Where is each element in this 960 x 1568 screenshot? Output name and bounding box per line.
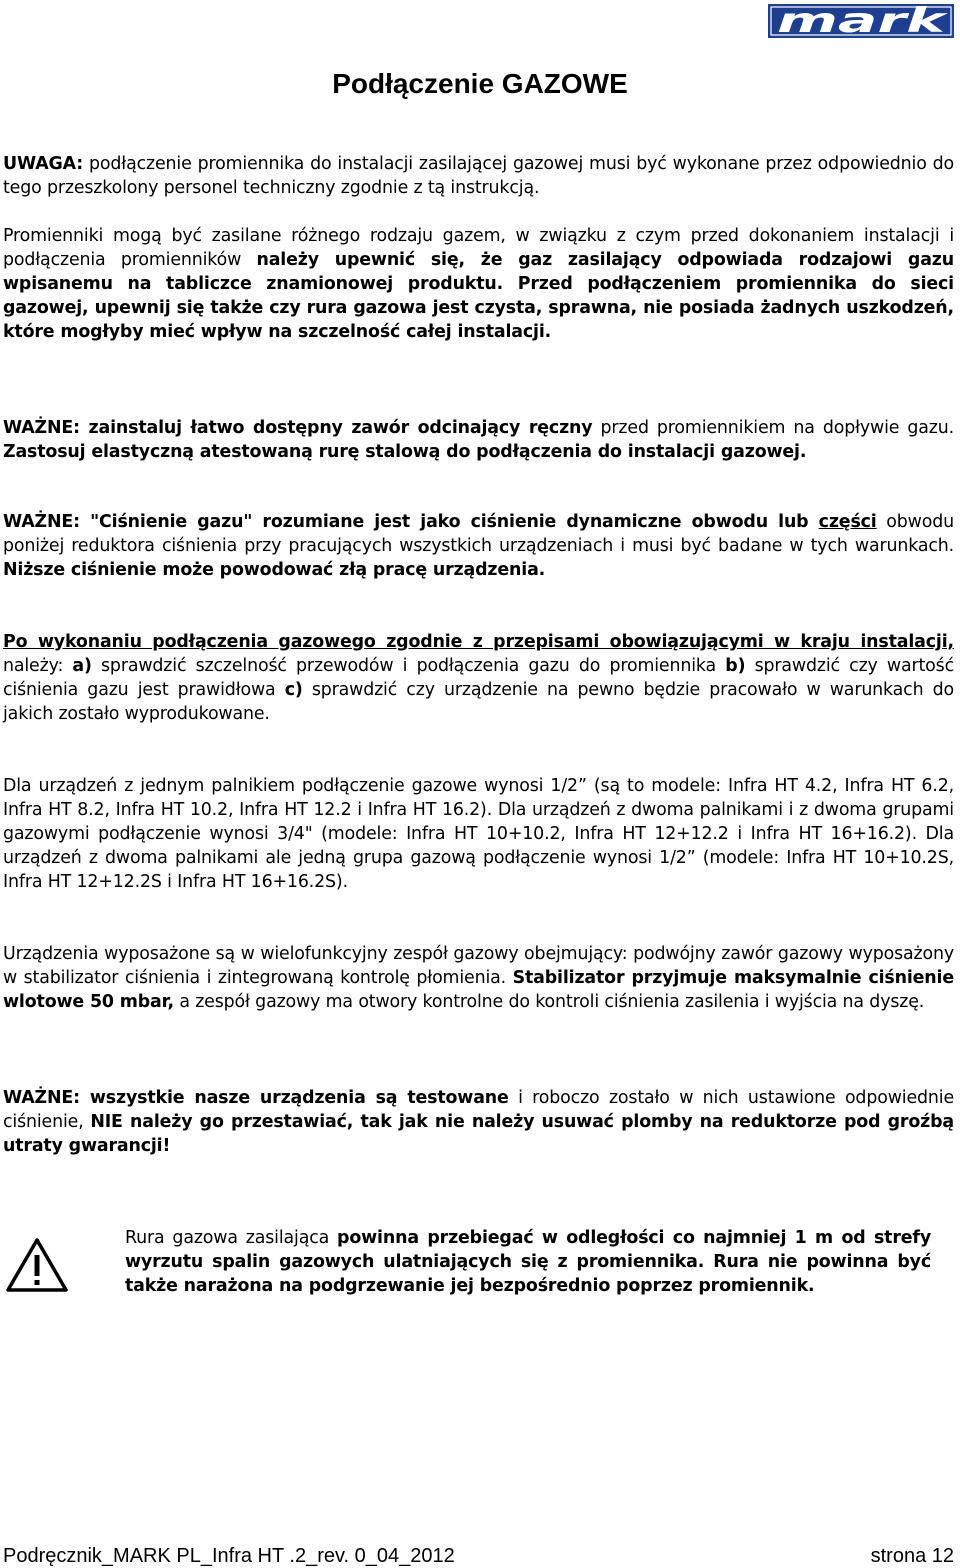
warning-text: Rura gazowa zasilająca powinna przebiegać w odległości co najmniej 1 m od strefy wyrzutu spalin gazowych ulatniających się z promiennika. Rura nie powinna być także narażona na podgrzewanie jej bezpośrednio poprzez promiennik.	[125, 1228, 932, 1296]
footer-document-id: Podręcznik_MARK PL_Infra HT .2_rev. 0_04_2012	[3, 1545, 455, 1567]
footer-page-number: strona 12	[870, 1545, 954, 1567]
paragraph-gas-type: Promienniki mogą być zasilane różnego rodzaju gazem, w związku z czym przed dokonaniem instalacji i podłączenia promienników należy upewnić się, że gaz zasilający odpowiada rodzajowi gazu wpisanemu na tabliczce znamionowej produktu. Przed podłączeniem promiennika do sieci gazowej, upewnij się także czy rura gazowa jest czysta, sprawna, nie posiada żadnych uszkodzeń, które mogłyby mieć wpływ na szczelność całej instalacji.	[3, 226, 954, 342]
mark-logo	[768, 4, 954, 38]
paragraph-gas-unit: Urządzenia wyposażone są w wielofunkcyjny zespół gazowy obejmujący: podwójny zawór gazowy wyposażony w stabilizator ciśnienia i zintegrowaną kontrolę płomienia. Stabilizator przyjmuje maksymalnie ciśnienie wlotowe 50 mbar, a zespół gazowy ma otwory kontrolne do kontroli ciśnienia zasilenia i wyjścia na dyszę.	[3, 944, 954, 1012]
paragraph-gas-pressure: WAŻNE: "Ciśnienie gazu" rozumiane jest jako ciśnienie dynamiczne obwodu lub części obwodu poniżej reduktora ciśnienia przy pracujących wszystkich urządzeniach i musi być badane w tych warunkach. Niższe ciśnienie może powodować złą pracę urządzenia.	[3, 512, 954, 580]
uwaga-label: UWAGA:	[3, 154, 84, 174]
paragraph-uwaga: UWAGA: podłączenie promiennika do instalacji zasilającej gazowej musi być wykonane przez odpowiednio do tego przeszkolony personel techniczny zgodnie z tą instrukcją.	[3, 154, 954, 198]
paragraph-connection-sizes: Dla urządzeń z jednym palnikiem podłączenie gazowe wynosi 1/2” (są to modele: Infra HT 4.2, Infra HT 6.2, Infra HT 8.2, Infra HT 10.2, Infra HT 12.2 i Infra HT 16.2). Dla urządzeń z dwoma palnikami i z dwoma grupami gazowymi podłączenie wynosi 3/4" (modele: Infra HT 10+10.2, Infra HT 12+12.2 i Infra HT 16+16.2). Dla urządzeń z dwoma palnikami ale jedną grupa gazową podłączenie wynosi 1/2” (modele: Infra HT 10+10.2S, Infra HT 12+12.2S i Infra HT 16+16.2S).	[3, 776, 954, 892]
page-title: Podłączenie GAZOWE	[332, 68, 628, 99]
logo-text: mark	[777, 4, 950, 38]
paragraph-tested-devices: WAŻNE: wszystkie nasze urządzenia są testowane i roboczo zostało w nich ustawione odpowiednie ciśnienie, NIE należy go przestawiać, tak jak nie należy usuwać plomby na reduktorze pod groźbą utraty gwarancji!	[3, 1088, 955, 1156]
warning-triangle-icon	[6, 1238, 68, 1292]
paragraph-after-connection: Po wykonaniu podłączenia gazowego zgodnie z przepisami obowiązującymi w kraju instalacji, należy: a) sprawdzić szczelność przewodów i podłączenia gazu do promiennika b) sprawdzić czy wartość ciśnienia gazu jest prawidłowa c) sprawdzić czy urządzenie na pewno będzie pracowało w warunkach do jakich zostało wyprodukowane.	[3, 632, 954, 724]
paragraph-shutoff-valve: WAŻNE: zainstaluj łatwo dostępny zawór odcinający ręczny przed promiennikiem na dopływie gazu. Zastosuj elastyczną atestowaną rurę stalową do podłączenia do instalacji gazowej.	[3, 418, 955, 462]
